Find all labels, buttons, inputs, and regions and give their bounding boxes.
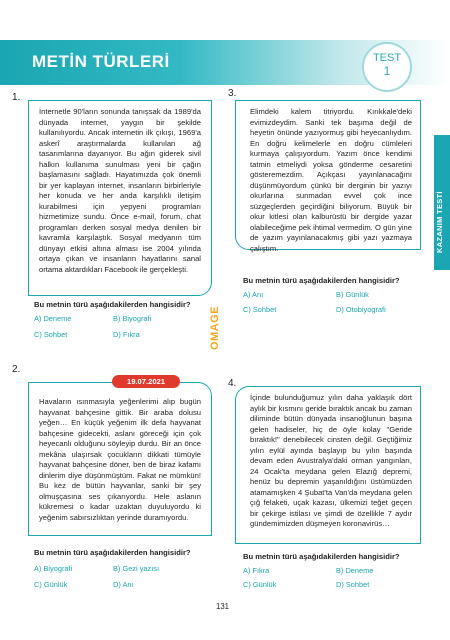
option-d[interactable] <box>336 305 386 314</box>
side-tab <box>434 135 450 270</box>
question-number: 1. <box>12 92 21 103</box>
option-text: Sohbet <box>252 305 277 314</box>
option-text: Biyografi <box>43 564 73 573</box>
option-letter: A) <box>243 290 251 299</box>
passage-text: İçinde bulunduğumuz yılın daha yaklaşık dört aylık bir kısmını geride bıraktık ancak bu zaman diliminde bütün dünyada insanoğlunun başına gelen hadiseler, hiç de öyle kolay "Geride bıraktık!" denebilecek cinsten değil. Geçtiğimiz yılın eylül ayında başlayıp bu yılın başında devam eden Avustralya'daki orman yangınları, 24 Ocak'ta meydana gelen Elazığ depremi, henüz bu depremin yaşanıldığını üstümüzden atamamışken 4 Şubat'ta Van'da meydana gelen çığ felaketi, uçak kazası, ülkemizi teğet geçen bir çekirge istilası ve şimdi de özellikle 7 aydır gündemimizden düşmeyen koronavirüs… <box>250 393 412 528</box>
option-letter: B) <box>113 314 121 323</box>
option-letter: C) <box>34 580 42 589</box>
option-letter: A) <box>34 564 42 573</box>
option-b[interactable] <box>336 566 373 575</box>
option-letter: B) <box>113 564 121 573</box>
question-text: Bu metnin türü aşağıdakilerden hangisidir? <box>34 300 191 309</box>
option-letter: B) <box>336 290 344 299</box>
option-a[interactable] <box>243 290 263 299</box>
question-number: 4. <box>228 378 237 389</box>
passage-text: Elimdeki kalem titriyordu. Kırıkkale'deki evimizdeydim. Sanki tek başıma değil de heyetin önünde yazıyormuş gibi heyecanlıydım. En doğru kelimelerle en doğru cümleleri kurmaya çalışıyordum. Yazım önce kendimi tatmin etmeliydi yoksa gönderme cesaretini gösteremezdim. Açıkçası yayınlanacağını düşünmüyordum çünkü bir derginin bir yazıyı okurlarına sunmadan evvel çok ince süzgeçlerden geçirdiğini biliyorum. Büyük bir okur kitlesi olan kalburüstü bir dergide yazar olabileceğime pek ihtimal vermedim. O gün yine de yazım yayınlanacakmış gibi yazı yazmaya çalıştım. <box>250 107 412 253</box>
option-c[interactable] <box>34 580 67 589</box>
test-label: TEST <box>372 52 402 64</box>
option-a[interactable] <box>34 564 72 573</box>
option-letter: C) <box>243 580 251 589</box>
option-b[interactable] <box>113 564 159 573</box>
option-letter: A) <box>243 566 251 575</box>
option-text: Deneme <box>43 314 72 323</box>
option-a[interactable] <box>243 566 269 575</box>
question-text: Bu metnin türü aşağıdakilerden hangisidir? <box>243 276 400 285</box>
option-text: Günlük <box>345 290 369 299</box>
option-letter: D) <box>336 305 344 314</box>
option-b[interactable] <box>113 314 151 323</box>
passage-box <box>235 100 421 253</box>
page-title: METİN TÜRLERİ <box>32 52 170 71</box>
question-text: Bu metnin türü aşağıdakilerden hangisidir? <box>34 548 191 557</box>
passage-box <box>28 100 212 296</box>
test-number: 1 <box>383 64 391 78</box>
option-b[interactable] <box>336 290 369 299</box>
option-c[interactable] <box>243 305 276 314</box>
option-letter: A) <box>34 314 42 323</box>
option-text: Otobiyografi <box>345 305 386 314</box>
option-letter: B) <box>336 566 344 575</box>
option-text: Fıkra <box>122 330 140 339</box>
option-letter: D) <box>113 580 121 589</box>
date-badge: 19.07.2021 <box>112 375 180 388</box>
option-d[interactable] <box>336 580 369 589</box>
option-letter: D) <box>113 330 121 339</box>
side-tab-label: KAZANIM TESTİ <box>435 191 444 253</box>
passage-text: İnternetle 90'ların sonunda tanışsak da 1989'da dünyada internet, yaygın bir şekilde kullanılıyordu. Ancak internetin ilk çıkışı, 1969'a askerî araştırmalarda kullanılan ağ tasarımlarına dayanıyor. Bu ağın giderek sivil halkın kullanıma sunulması yeni bir çağın başlamasını sağladı. Hayatımızda çok önemli bir yer kaplayan internet, insanların birbirleriyle her konuda ve her anda karşılıklı iletişim kurabilmesi için yepyeni programları hizmetimize sundu. Önce e-mail, forum, chat programları derken sosyal medya denilen bir kavramla karşılaştık. Sosyal medyanın tüm dünyayı etkisi altına alması ise 2004 yılında ortaya çıkan ve insanların hayatlarını sanal ortama aktardıkları Facebook ile gerçekleşti. <box>39 107 201 274</box>
option-text: Günlük <box>43 580 68 589</box>
option-text: Gezi yazısı <box>122 564 160 573</box>
page-number: 131 <box>216 602 230 611</box>
option-c[interactable] <box>243 580 276 589</box>
question-number: 3. <box>228 88 237 99</box>
option-text: Anı <box>252 290 264 299</box>
option-letter: D) <box>336 580 344 589</box>
option-c[interactable] <box>34 330 67 339</box>
omage-watermark: OMAGE <box>209 305 221 350</box>
passage-box <box>28 382 212 536</box>
option-d[interactable] <box>113 580 134 589</box>
option-letter: C) <box>34 330 42 339</box>
option-text: Deneme <box>345 566 374 575</box>
question-text: Bu metnin türü aşağıdakilerden hangisidir? <box>243 552 400 561</box>
question-number: 2. <box>12 364 21 375</box>
passage-box <box>235 386 421 544</box>
option-text: Anı <box>122 580 134 589</box>
option-text: Günlük <box>252 580 277 589</box>
option-a[interactable] <box>34 314 71 323</box>
option-text: Fıkra <box>252 566 270 575</box>
option-d[interactable] <box>113 330 140 339</box>
option-text: Sohbet <box>345 580 370 589</box>
option-letter: C) <box>243 305 251 314</box>
option-text: Biyografi <box>122 314 152 323</box>
option-text: Sohbet <box>43 330 68 339</box>
passage-text: Havaların ısınmasıyla yeğenlerimi alıp bugün hayvanat bahçesine gittik. Bir araba dolusu yeğen… En küçük yeğenim ilk defa hayvanat bahçesine gidecekti, aslanı göreceği için çok heyecanlı olduğunu söyleyip durdu. Bir an önce mekâna ulaşırsak çocukların dikkati tümüyle hayvanat bahçesine döner, ben de biraz kafamı dinlerim diye düşünmüştüm. Fakat ne mümkün! Bu kez de bütün hayvanlar, sanki bir şey olmuşçasına ses çıkarıyordu. Hele aslanın kükremesi o kadar uzaktan duyuluyordu ki yeğenim sabırsızlıktan yerinde duramıyordu. <box>39 397 201 522</box>
test-badge <box>362 42 412 92</box>
